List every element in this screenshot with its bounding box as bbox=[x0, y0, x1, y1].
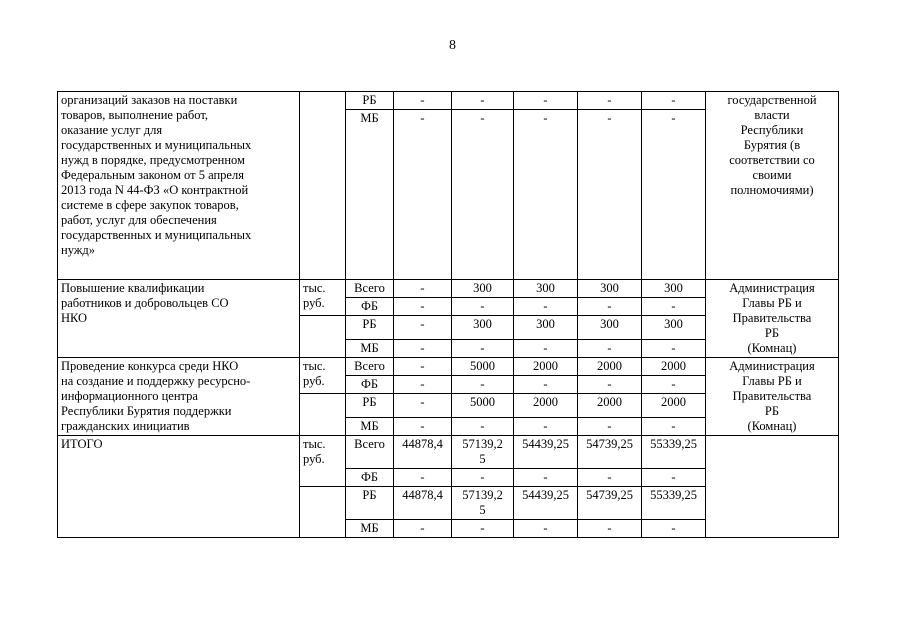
value-text: 5000 bbox=[470, 359, 495, 373]
text-line: Главы РБ и bbox=[742, 296, 802, 310]
unit-cell bbox=[300, 92, 346, 280]
value-text: 2000 bbox=[661, 359, 686, 373]
text-line: Правительства bbox=[732, 311, 812, 325]
value-text: 300 bbox=[664, 281, 683, 295]
value-text: - bbox=[420, 521, 425, 535]
table-row bbox=[58, 92, 839, 110]
funding-source: ФБ bbox=[346, 376, 394, 394]
year-value bbox=[394, 298, 452, 316]
funding-source: МБ bbox=[346, 340, 394, 358]
year-value bbox=[578, 376, 642, 394]
text-line: государственных и муниципальных bbox=[61, 138, 252, 152]
funding-source: МБ bbox=[346, 520, 394, 538]
year-value bbox=[452, 110, 514, 280]
year-value bbox=[514, 469, 578, 487]
text-line: на создание и поддержку ресурсно- bbox=[61, 374, 251, 388]
text-line: РБ bbox=[764, 326, 780, 340]
year-value bbox=[578, 436, 642, 469]
year-value bbox=[394, 316, 452, 340]
year-value bbox=[578, 418, 642, 436]
year-value bbox=[514, 298, 578, 316]
value-text: - bbox=[543, 419, 548, 433]
funding-source: РБ bbox=[346, 487, 394, 520]
table-row bbox=[58, 436, 839, 469]
value-text: - bbox=[543, 470, 548, 484]
text-line: работников и добровольцев СО bbox=[61, 296, 229, 310]
year-value bbox=[514, 92, 578, 110]
value-text: - bbox=[420, 395, 425, 409]
text-line: руб. bbox=[303, 374, 325, 388]
text-line: Республики bbox=[740, 123, 804, 137]
value-text: 300 bbox=[473, 281, 492, 295]
year-value bbox=[452, 358, 514, 376]
value-text: 57139,2 bbox=[462, 437, 503, 451]
year-value bbox=[394, 469, 452, 487]
value-text: - bbox=[671, 470, 676, 484]
value-text: - bbox=[420, 470, 425, 484]
value-text: - bbox=[671, 341, 676, 355]
value-text: - bbox=[420, 93, 425, 107]
year-value bbox=[394, 394, 452, 418]
value-text: - bbox=[480, 111, 485, 125]
text-line: своими bbox=[752, 168, 792, 182]
value-text: - bbox=[420, 317, 425, 331]
year-value bbox=[642, 92, 706, 110]
value-text: - bbox=[420, 377, 425, 391]
value-text: - bbox=[607, 93, 612, 107]
text-line: государственных и муниципальных bbox=[61, 228, 252, 242]
value-text: - bbox=[607, 521, 612, 535]
value-text: 44878,4 bbox=[402, 488, 443, 502]
text-line: Администрация bbox=[729, 359, 815, 373]
value-text: - bbox=[543, 299, 548, 313]
text-line: НКО bbox=[61, 311, 88, 325]
year-value bbox=[642, 316, 706, 340]
value-text: - bbox=[420, 341, 425, 355]
text-line: соответствии со bbox=[729, 153, 815, 167]
value-text: 5000 bbox=[470, 395, 495, 409]
funding-source: Всего bbox=[346, 358, 394, 376]
funding-source: Всего bbox=[346, 280, 394, 298]
measure-description bbox=[58, 92, 300, 280]
value-text: - bbox=[543, 341, 548, 355]
value-text: 54739,25 bbox=[586, 488, 633, 502]
value-text: - bbox=[420, 299, 425, 313]
text-line: Повышение квалификации bbox=[61, 281, 205, 295]
text-line: (Комнац) bbox=[747, 341, 797, 355]
year-value bbox=[514, 280, 578, 298]
unit-empty-cell bbox=[300, 316, 346, 358]
value-text: 57139,2 bbox=[462, 488, 503, 502]
year-value bbox=[452, 298, 514, 316]
year-value bbox=[514, 376, 578, 394]
funding-source: РБ bbox=[346, 92, 394, 110]
year-value bbox=[452, 436, 514, 469]
page-number: 8 bbox=[449, 38, 456, 53]
value-text: - bbox=[480, 93, 485, 107]
table-row bbox=[58, 280, 839, 298]
year-value bbox=[514, 436, 578, 469]
measure-description bbox=[58, 280, 300, 358]
value-text: 5 bbox=[479, 503, 486, 517]
value-text: 300 bbox=[536, 317, 555, 331]
text-line: (Комнац) bbox=[747, 419, 797, 433]
unit-cell bbox=[300, 436, 346, 487]
year-value bbox=[578, 394, 642, 418]
value-text: 2000 bbox=[597, 359, 622, 373]
funding-source: ФБ bbox=[346, 298, 394, 316]
text-line: системе в сфере закупок товаров, bbox=[61, 198, 239, 212]
year-value bbox=[394, 520, 452, 538]
value-text: - bbox=[671, 93, 676, 107]
year-value bbox=[394, 340, 452, 358]
year-value bbox=[578, 340, 642, 358]
value-text: 54439,25 bbox=[522, 437, 569, 451]
value-text: 300 bbox=[536, 281, 555, 295]
text-line: оказание услуг для bbox=[61, 123, 163, 137]
year-value bbox=[642, 436, 706, 469]
value-text: 54739,25 bbox=[586, 437, 633, 451]
funding-source: МБ bbox=[346, 418, 394, 436]
value-text: 44878,4 bbox=[402, 437, 443, 451]
value-text: - bbox=[480, 419, 485, 433]
value-text: - bbox=[671, 299, 676, 313]
value-text: 54439,25 bbox=[522, 488, 569, 502]
year-value bbox=[452, 520, 514, 538]
year-value bbox=[452, 418, 514, 436]
value-text: 300 bbox=[600, 317, 619, 331]
text-line: организаций заказов на поставки bbox=[61, 93, 238, 107]
year-value bbox=[578, 110, 642, 280]
value-text: - bbox=[607, 341, 612, 355]
value-text: - bbox=[420, 359, 425, 373]
funding-source: ФБ bbox=[346, 469, 394, 487]
value-text: 300 bbox=[600, 281, 619, 295]
year-value bbox=[642, 110, 706, 280]
unit-cell bbox=[300, 280, 346, 316]
unit-empty-cell bbox=[300, 394, 346, 436]
text-line: власти bbox=[754, 108, 790, 122]
text-line: РБ bbox=[764, 404, 780, 418]
year-value bbox=[394, 487, 452, 520]
year-value bbox=[642, 340, 706, 358]
text-line: государственной bbox=[727, 93, 817, 107]
year-value bbox=[514, 394, 578, 418]
year-value bbox=[642, 298, 706, 316]
year-value bbox=[452, 280, 514, 298]
funding-source: РБ bbox=[346, 316, 394, 340]
text-line: тыс. bbox=[303, 437, 326, 451]
year-value bbox=[578, 298, 642, 316]
year-value bbox=[514, 340, 578, 358]
year-value bbox=[578, 520, 642, 538]
unit-empty-cell bbox=[300, 487, 346, 538]
year-value bbox=[642, 487, 706, 520]
text-line: тыс. bbox=[303, 359, 326, 373]
year-value bbox=[578, 92, 642, 110]
year-value bbox=[642, 280, 706, 298]
text-line: Бурятия (в bbox=[743, 138, 801, 152]
text-line: руб. bbox=[303, 452, 325, 466]
year-value bbox=[514, 110, 578, 280]
year-value bbox=[452, 340, 514, 358]
executor-cell bbox=[706, 92, 839, 280]
text-line: товаров, выполнение работ, bbox=[61, 108, 208, 122]
text-line: Главы РБ и bbox=[742, 374, 802, 388]
year-value bbox=[642, 376, 706, 394]
executor-cell bbox=[706, 358, 839, 436]
year-value bbox=[514, 418, 578, 436]
year-value bbox=[642, 520, 706, 538]
year-value bbox=[452, 376, 514, 394]
year-value bbox=[394, 436, 452, 469]
value-text: - bbox=[671, 521, 676, 535]
measure-description bbox=[58, 358, 300, 436]
executor-cell bbox=[706, 436, 839, 538]
text-line: ИТОГО bbox=[61, 437, 103, 451]
funding-source: РБ bbox=[346, 394, 394, 418]
year-value bbox=[394, 92, 452, 110]
year-value bbox=[578, 469, 642, 487]
text-line: гражданских инициатив bbox=[61, 419, 190, 433]
value-text: - bbox=[480, 341, 485, 355]
text-line: тыс. bbox=[303, 281, 326, 295]
year-value bbox=[514, 358, 578, 376]
value-text: 2000 bbox=[661, 395, 686, 409]
text-line: 2013 года N 44-ФЗ «О контрактной bbox=[61, 183, 249, 197]
value-text: - bbox=[420, 281, 425, 295]
value-text: - bbox=[671, 419, 676, 433]
value-text: - bbox=[607, 470, 612, 484]
text-line: информационного центра bbox=[61, 389, 198, 403]
value-text: - bbox=[607, 419, 612, 433]
value-text: - bbox=[543, 111, 548, 125]
year-value bbox=[394, 358, 452, 376]
text-line: полномочиями) bbox=[730, 183, 814, 197]
funding-source: Всего bbox=[346, 436, 394, 469]
year-value bbox=[578, 316, 642, 340]
year-value bbox=[452, 394, 514, 418]
value-text: 2000 bbox=[533, 359, 558, 373]
value-text: 300 bbox=[473, 317, 492, 331]
year-value bbox=[394, 110, 452, 280]
value-text: - bbox=[607, 377, 612, 391]
value-text: - bbox=[420, 111, 425, 125]
value-text: - bbox=[480, 521, 485, 535]
budget-table bbox=[57, 91, 839, 538]
value-text: - bbox=[420, 419, 425, 433]
unit-cell bbox=[300, 358, 346, 394]
year-value bbox=[578, 358, 642, 376]
year-value bbox=[452, 92, 514, 110]
value-text: - bbox=[480, 299, 485, 313]
year-value bbox=[452, 469, 514, 487]
year-value bbox=[642, 394, 706, 418]
measure-description bbox=[58, 436, 300, 538]
table-row bbox=[58, 358, 839, 376]
value-text: 2000 bbox=[533, 395, 558, 409]
year-value bbox=[578, 280, 642, 298]
year-value bbox=[642, 418, 706, 436]
value-text: - bbox=[607, 299, 612, 313]
text-line: Проведение конкурса среди НКО bbox=[61, 359, 239, 373]
year-value bbox=[394, 376, 452, 394]
text-line: Правительства bbox=[732, 389, 812, 403]
value-text: 2000 bbox=[597, 395, 622, 409]
text-line: нужд» bbox=[61, 243, 96, 257]
value-text: 5 bbox=[479, 452, 486, 466]
value-text: - bbox=[543, 377, 548, 391]
year-value bbox=[578, 487, 642, 520]
value-text: - bbox=[671, 111, 676, 125]
value-text: - bbox=[480, 470, 485, 484]
year-value bbox=[452, 316, 514, 340]
value-text: 55339,25 bbox=[650, 437, 697, 451]
value-text: - bbox=[543, 93, 548, 107]
year-value bbox=[514, 487, 578, 520]
executor-cell bbox=[706, 280, 839, 358]
value-text: - bbox=[480, 377, 485, 391]
year-value bbox=[514, 520, 578, 538]
text-line: нужд в порядке, предусмотренном bbox=[61, 153, 245, 167]
value-text: 300 bbox=[664, 317, 683, 331]
text-line: Федеральным законом от 5 апреля bbox=[61, 168, 244, 182]
text-line: руб. bbox=[303, 296, 325, 310]
text-line: Администрация bbox=[729, 281, 815, 295]
value-text: 55339,25 bbox=[650, 488, 697, 502]
value-text: - bbox=[671, 377, 676, 391]
year-value bbox=[514, 316, 578, 340]
text-line: работ, услуг для обеспечения bbox=[61, 213, 217, 227]
text-line: Республики Бурятия поддержки bbox=[61, 404, 232, 418]
year-value bbox=[452, 487, 514, 520]
year-value bbox=[642, 469, 706, 487]
value-text: - bbox=[607, 111, 612, 125]
value-text: - bbox=[543, 521, 548, 535]
year-value bbox=[394, 418, 452, 436]
year-value bbox=[642, 358, 706, 376]
year-value bbox=[394, 280, 452, 298]
funding-source: МБ bbox=[346, 110, 394, 280]
